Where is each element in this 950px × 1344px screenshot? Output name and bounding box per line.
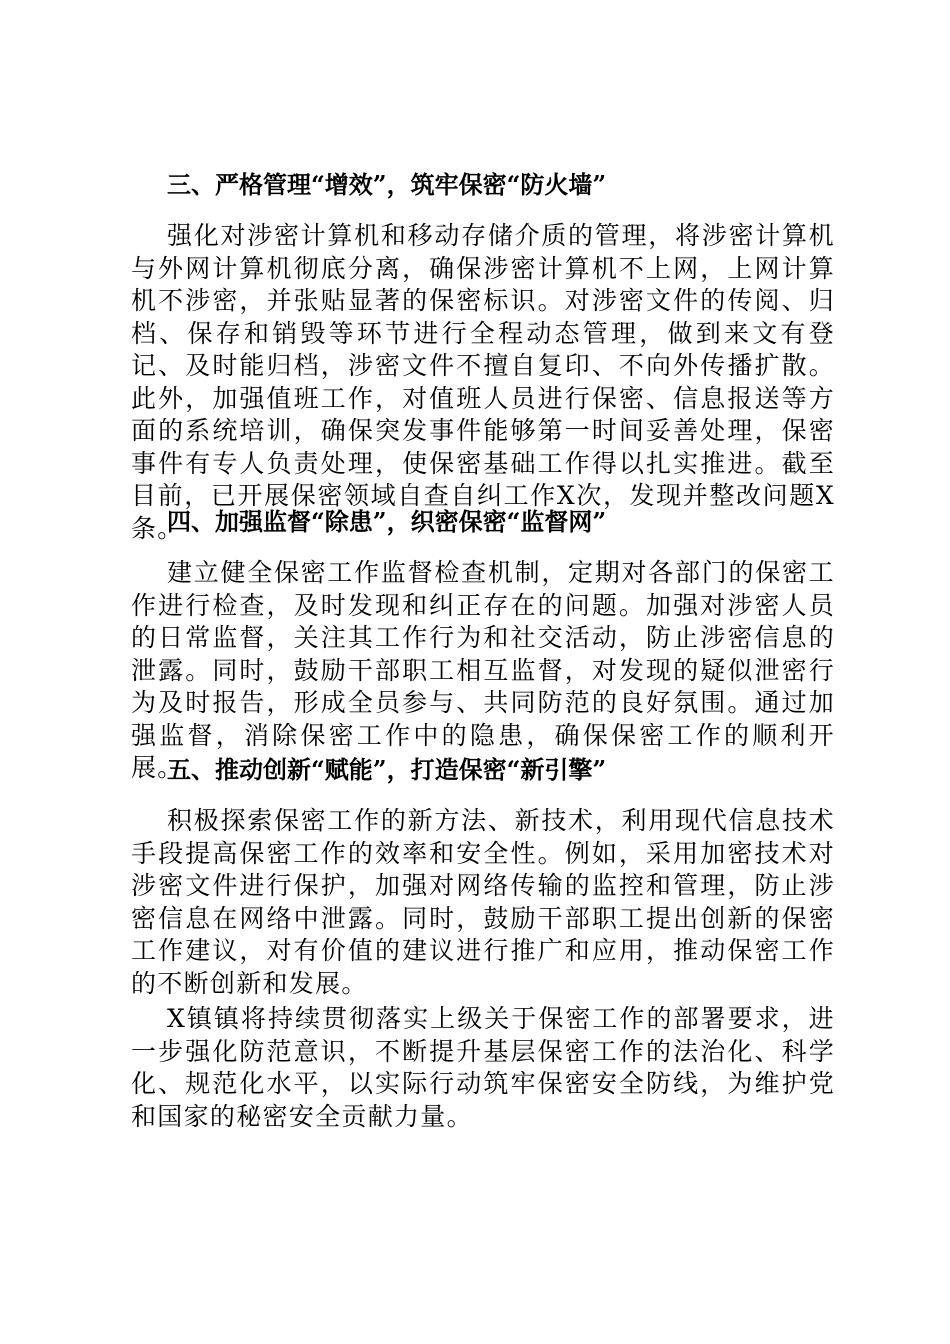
section-body-5: 积极探索保密工作的新方法、新技术，利用现代信息技术手段提高保密工作的效率和安全性。例如，采用加密技术对涉密文件进行保护，加强对网络传输的监控和管理，防止涉密信息在网络中泄露。同时，鼓励干部职工提出创新的保密工作建议，对有价值的建议进行推广和应用，推动保密工作的不断创新和发展。 [131,806,835,998]
section-body-4: 建立健全保密工作监督检查机制，定期对各部门的保密工作进行检查，及时发现和纠正存在的问题。加强对涉密人员的日常监督，关注其工作行为和社交活动，防止涉密信息的泄露。同时，鼓励干部职工相互监督，对发现的疑似泄密行为及时报告，形成全员参与、共同防范的良好氛围。通过加强监督，消除保密工作中的隐患，确保保密工作的顺利开展。 [131,558,835,782]
section-heading-4: 四、加强监督“除患”，织密保密“监督网” [167,507,607,536]
section-body-3: 强化对涉密计算机和移动存储介质的管理，将涉密计算机与外网计算机彻底分离，确保涉密计算机不上网，上网计算机不涉密，并张贴显著的保密标识。对涉密文件的传阅、归档、保存和销毁等环节进行全程动态管理，做到来文有登记、及时能归档，涉密文件不擅自复印、不向外传播扩散。此外，加强值班工作，对值班人员进行保密、信息报送等方面的系统培训，确保突发事件能够第一时间妥善处理，保密事件有专人负责处理，使保密基础工作得以扎实推进。截至目前，已开展保密领域自查自纠工作X次，发现并整改问题X条。 [131,221,835,543]
section-heading-3: 三、严格管理“增效”，筑牢保密“防火墙” [167,170,607,199]
conclusion-paragraph: X镇镇将持续贯彻落实上级关于保密工作的部署要求，进一步强化防范意识，不断提升基层保密工作的法治化、科学化、规范化水平，以实际行动筑牢保密安全防线，为维护党和国家的秘密安全贡献力量。 [131,1004,835,1131]
section-heading-5: 五、推动创新“赋能”，打造保密“新引擎” [167,755,607,784]
